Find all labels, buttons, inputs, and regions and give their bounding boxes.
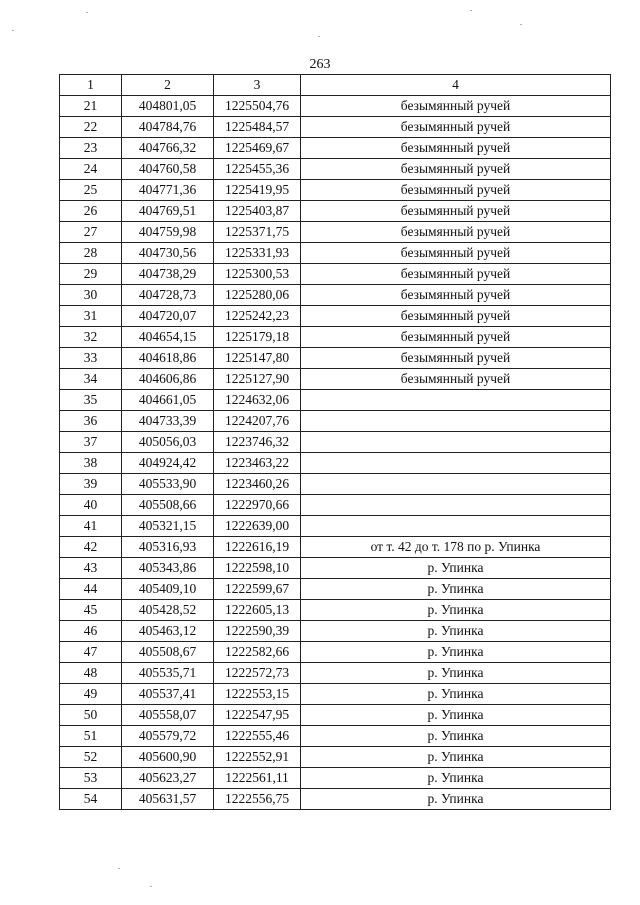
table-row: [60, 453, 611, 474]
description-cell: безымянный ручей: [301, 264, 611, 285]
x-coordinate-cell: 405533,90: [122, 474, 214, 495]
point-number-cell: 45: [60, 600, 122, 621]
description-cell: р. Упинка: [301, 684, 611, 705]
description-cell: [301, 495, 611, 516]
point-number-cell: 49: [60, 684, 122, 705]
x-coordinate-cell: 405600,90: [122, 747, 214, 768]
table-row: [60, 600, 611, 621]
point-number-cell: 44: [60, 579, 122, 600]
point-number-cell: 51: [60, 726, 122, 747]
point-number-cell: 27: [60, 222, 122, 243]
table-row: [60, 579, 611, 600]
point-number-cell: 22: [60, 117, 122, 138]
y-coordinate-cell: 1222605,13: [214, 600, 301, 621]
point-number-cell: 34: [60, 369, 122, 390]
point-number-cell: 54: [60, 789, 122, 810]
description-cell: р. Упинка: [301, 768, 611, 789]
description-cell: безымянный ручей: [301, 159, 611, 180]
x-coordinate-cell: 404771,36: [122, 180, 214, 201]
y-coordinate-cell: 1222590,39: [214, 621, 301, 642]
y-coordinate-cell: 1222616,19: [214, 537, 301, 558]
x-coordinate-cell: 404661,05: [122, 390, 214, 411]
x-coordinate-cell: 404720,07: [122, 306, 214, 327]
point-number-cell: 41: [60, 516, 122, 537]
description-cell: безымянный ручей: [301, 243, 611, 264]
table-row: [60, 411, 611, 432]
table-row: [60, 264, 611, 285]
column-header-1: 1: [60, 75, 122, 96]
point-number-cell: 26: [60, 201, 122, 222]
table-row: [60, 369, 611, 390]
point-number-cell: 48: [60, 663, 122, 684]
table-row: [60, 789, 611, 810]
y-coordinate-cell: 1222547,95: [214, 705, 301, 726]
x-coordinate-cell: 404730,56: [122, 243, 214, 264]
point-number-cell: 28: [60, 243, 122, 264]
description-cell: [301, 390, 611, 411]
description-cell: р. Упинка: [301, 789, 611, 810]
y-coordinate-cell: 1223460,26: [214, 474, 301, 495]
table-row: [60, 348, 611, 369]
point-number-cell: 35: [60, 390, 122, 411]
y-coordinate-cell: 1222572,73: [214, 663, 301, 684]
x-coordinate-cell: 405631,57: [122, 789, 214, 810]
x-coordinate-cell: 405535,71: [122, 663, 214, 684]
point-number-cell: 47: [60, 642, 122, 663]
y-coordinate-cell: 1225455,36: [214, 159, 301, 180]
table-body: [60, 96, 611, 810]
point-number-cell: 50: [60, 705, 122, 726]
point-number-cell: 25: [60, 180, 122, 201]
description-cell: безымянный ручей: [301, 138, 611, 159]
x-coordinate-cell: 404733,39: [122, 411, 214, 432]
y-coordinate-cell: 1224207,76: [214, 411, 301, 432]
scan-speck: [86, 12, 88, 13]
coordinates-table: [59, 74, 611, 810]
y-coordinate-cell: 1223463,22: [214, 453, 301, 474]
x-coordinate-cell: 404801,05: [122, 96, 214, 117]
x-coordinate-cell: 405558,07: [122, 705, 214, 726]
description-cell: безымянный ручей: [301, 180, 611, 201]
point-number-cell: 38: [60, 453, 122, 474]
y-coordinate-cell: 1222561,11: [214, 768, 301, 789]
table-row: [60, 663, 611, 684]
x-coordinate-cell: 405508,67: [122, 642, 214, 663]
y-coordinate-cell: 1225484,57: [214, 117, 301, 138]
point-number-cell: 24: [60, 159, 122, 180]
y-coordinate-cell: 1222556,75: [214, 789, 301, 810]
column-header-2: 2: [122, 75, 214, 96]
table-row: [60, 747, 611, 768]
x-coordinate-cell: 404760,58: [122, 159, 214, 180]
x-coordinate-cell: 405343,86: [122, 558, 214, 579]
table-row: [60, 138, 611, 159]
x-coordinate-cell: 404766,32: [122, 138, 214, 159]
table-row: [60, 285, 611, 306]
table-row: [60, 537, 611, 558]
column-header-4: 4: [301, 75, 611, 96]
point-number-cell: 31: [60, 306, 122, 327]
description-cell: р. Упинка: [301, 726, 611, 747]
table-row: [60, 306, 611, 327]
table-row: [60, 495, 611, 516]
description-cell: [301, 453, 611, 474]
table-row: [60, 768, 611, 789]
x-coordinate-cell: 404784,76: [122, 117, 214, 138]
x-coordinate-cell: 405537,41: [122, 684, 214, 705]
y-coordinate-cell: 1222555,46: [214, 726, 301, 747]
table-row: [60, 642, 611, 663]
description-cell: безымянный ручей: [301, 117, 611, 138]
x-coordinate-cell: 404654,15: [122, 327, 214, 348]
y-coordinate-cell: 1225419,95: [214, 180, 301, 201]
x-coordinate-cell: 405321,15: [122, 516, 214, 537]
point-number-cell: 46: [60, 621, 122, 642]
description-cell: р. Упинка: [301, 747, 611, 768]
point-number-cell: 53: [60, 768, 122, 789]
y-coordinate-cell: 1225371,75: [214, 222, 301, 243]
x-coordinate-cell: 405508,66: [122, 495, 214, 516]
point-number-cell: 37: [60, 432, 122, 453]
x-coordinate-cell: 404738,29: [122, 264, 214, 285]
scan-speck: [150, 886, 152, 887]
y-coordinate-cell: 1222598,10: [214, 558, 301, 579]
x-coordinate-cell: 405409,10: [122, 579, 214, 600]
column-header-3: 3: [214, 75, 301, 96]
y-coordinate-cell: 1225147,80: [214, 348, 301, 369]
y-coordinate-cell: 1225127,90: [214, 369, 301, 390]
point-number-cell: 43: [60, 558, 122, 579]
description-cell: безымянный ручей: [301, 201, 611, 222]
table-row: [60, 474, 611, 495]
y-coordinate-cell: 1222552,91: [214, 747, 301, 768]
y-coordinate-cell: 1222553,15: [214, 684, 301, 705]
point-number-cell: 39: [60, 474, 122, 495]
point-number-cell: 23: [60, 138, 122, 159]
table-row: [60, 159, 611, 180]
description-cell: безымянный ручей: [301, 369, 611, 390]
y-coordinate-cell: 1225331,93: [214, 243, 301, 264]
point-number-cell: 40: [60, 495, 122, 516]
description-cell: безымянный ручей: [301, 222, 611, 243]
description-cell: безымянный ручей: [301, 306, 611, 327]
description-cell: [301, 411, 611, 432]
x-coordinate-cell: 404606,86: [122, 369, 214, 390]
scan-speck: [12, 30, 14, 31]
table-row: [60, 222, 611, 243]
description-cell: безымянный ручей: [301, 327, 611, 348]
table-row: [60, 726, 611, 747]
x-coordinate-cell: 405316,93: [122, 537, 214, 558]
description-cell: безымянный ручей: [301, 348, 611, 369]
x-coordinate-cell: 405623,27: [122, 768, 214, 789]
y-coordinate-cell: 1224632,06: [214, 390, 301, 411]
description-cell: [301, 474, 611, 495]
y-coordinate-cell: 1225280,06: [214, 285, 301, 306]
x-coordinate-cell: 404769,51: [122, 201, 214, 222]
y-coordinate-cell: 1222599,67: [214, 579, 301, 600]
table-row: [60, 705, 611, 726]
x-coordinate-cell: 405056,03: [122, 432, 214, 453]
y-coordinate-cell: 1222582,66: [214, 642, 301, 663]
point-number-cell: 52: [60, 747, 122, 768]
table-row: [60, 243, 611, 264]
description-cell: р. Упинка: [301, 558, 611, 579]
point-number-cell: 21: [60, 96, 122, 117]
y-coordinate-cell: 1223746,32: [214, 432, 301, 453]
x-coordinate-cell: 404924,42: [122, 453, 214, 474]
x-coordinate-cell: 404728,73: [122, 285, 214, 306]
table-row: [60, 684, 611, 705]
table-row: [60, 432, 611, 453]
scan-speck: [318, 36, 320, 37]
x-coordinate-cell: 405463,12: [122, 621, 214, 642]
point-number-cell: 42: [60, 537, 122, 558]
y-coordinate-cell: 1222639,00: [214, 516, 301, 537]
table-row: [60, 558, 611, 579]
y-coordinate-cell: 1222970,66: [214, 495, 301, 516]
description-cell: р. Упинка: [301, 579, 611, 600]
y-coordinate-cell: 1225403,87: [214, 201, 301, 222]
table-row: [60, 327, 611, 348]
table-header-row: [60, 75, 611, 96]
description-cell: р. Упинка: [301, 621, 611, 642]
point-number-cell: 33: [60, 348, 122, 369]
table-row: [60, 117, 611, 138]
scan-speck: [118, 868, 120, 869]
scan-speck: [520, 24, 522, 25]
description-cell: р. Упинка: [301, 705, 611, 726]
page-number: 263: [309, 57, 331, 72]
point-number-cell: 36: [60, 411, 122, 432]
table-row: [60, 201, 611, 222]
y-coordinate-cell: 1225300,53: [214, 264, 301, 285]
x-coordinate-cell: 404759,98: [122, 222, 214, 243]
description-cell: р. Упинка: [301, 663, 611, 684]
y-coordinate-cell: 1225242,23: [214, 306, 301, 327]
description-cell: р. Упинка: [301, 642, 611, 663]
description-cell: безымянный ручей: [301, 96, 611, 117]
description-cell: от т. 42 до т. 178 по р. Упинка: [301, 537, 611, 558]
description-cell: [301, 516, 611, 537]
description-cell: р. Упинка: [301, 600, 611, 621]
point-number-cell: 32: [60, 327, 122, 348]
y-coordinate-cell: 1225179,18: [214, 327, 301, 348]
table-row: [60, 516, 611, 537]
scan-speck: [470, 10, 472, 11]
y-coordinate-cell: 1225469,67: [214, 138, 301, 159]
table-row: [60, 180, 611, 201]
table-row: [60, 390, 611, 411]
point-number-cell: 30: [60, 285, 122, 306]
description-cell: безымянный ручей: [301, 285, 611, 306]
point-number-cell: 29: [60, 264, 122, 285]
y-coordinate-cell: 1225504,76: [214, 96, 301, 117]
x-coordinate-cell: 405579,72: [122, 726, 214, 747]
x-coordinate-cell: 404618,86: [122, 348, 214, 369]
x-coordinate-cell: 405428,52: [122, 600, 214, 621]
table-row: [60, 96, 611, 117]
table-row: [60, 621, 611, 642]
description-cell: [301, 432, 611, 453]
